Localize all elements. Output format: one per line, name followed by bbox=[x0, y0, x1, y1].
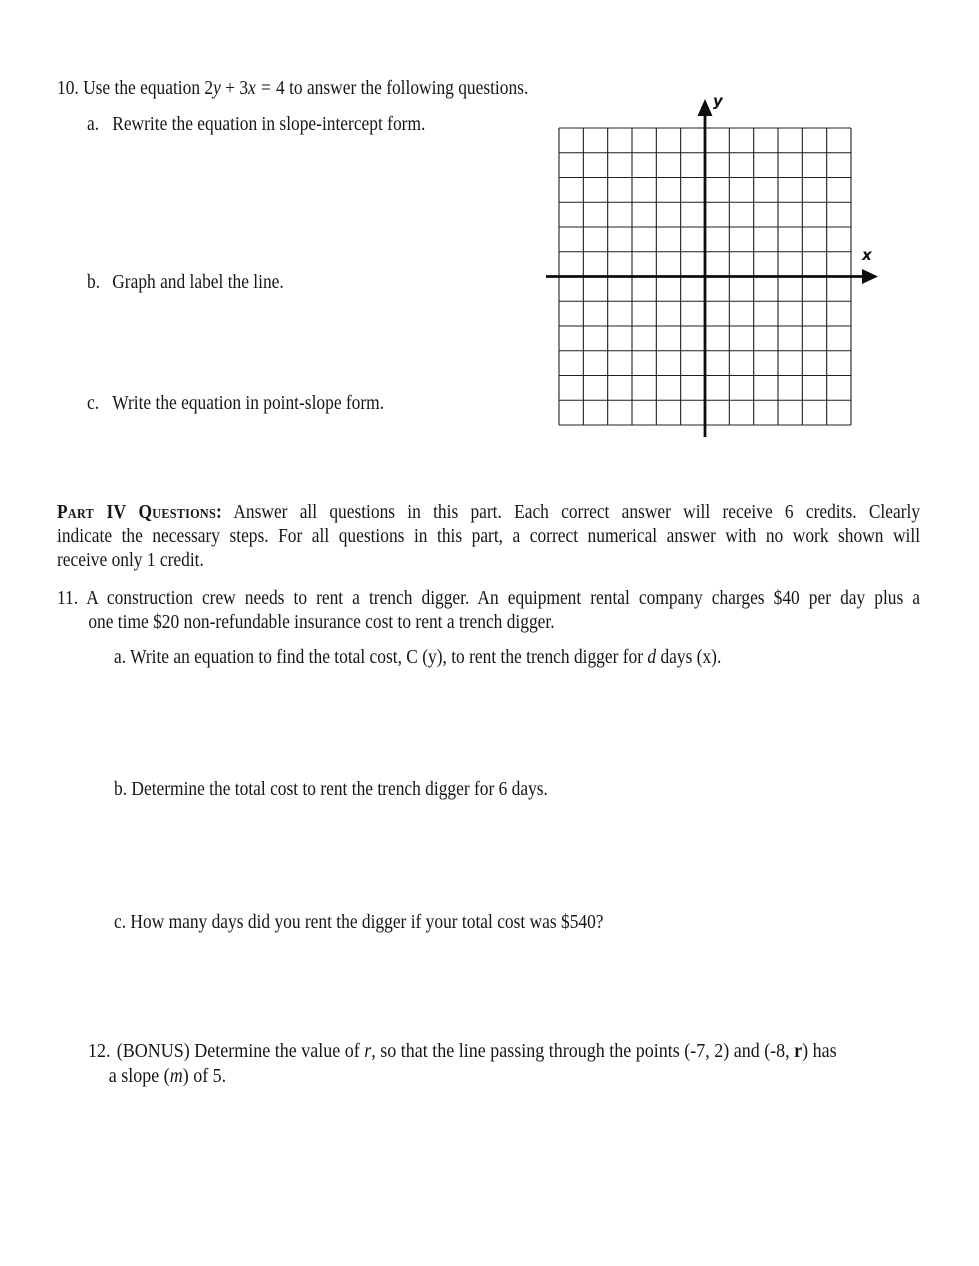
q12-line1-p1: (BONUS) Determine the value of bbox=[116, 1040, 365, 1062]
eq-plus: + bbox=[225, 77, 235, 99]
x-axis-label: x bbox=[862, 246, 872, 264]
y-axis-arrow-icon bbox=[698, 99, 713, 116]
q10-number: 10. bbox=[57, 77, 79, 99]
q10-item-b bbox=[87, 270, 284, 294]
q12-var-r-bold: r bbox=[794, 1040, 803, 1062]
eq-coef-2: 2 bbox=[204, 77, 214, 99]
q10-item-a-label: a. bbox=[87, 113, 100, 135]
eq-var-x: x bbox=[248, 77, 256, 99]
q12-line1 bbox=[88, 1039, 837, 1064]
coordinate-grid bbox=[540, 85, 885, 450]
q11-item-a-var-d: d bbox=[647, 646, 657, 668]
q12-line1-p2: , so that the line passing through the points (-7, 2) and (-8, bbox=[371, 1040, 795, 1062]
q12-var-r-italic: r bbox=[364, 1040, 372, 1062]
part4-directions bbox=[57, 500, 920, 572]
part4-line2: indicate the necessary steps. For all questions in this part, a correct numerical answer with no work shown will bbox=[57, 525, 921, 547]
q11-line1-text: A construction crew needs to rent a trench digger. An equipment rental company charges $40 per day plus a bbox=[86, 587, 921, 609]
q10-intro-pre: Use the equation bbox=[83, 77, 201, 99]
q11-item-a-pre: a. Write an equation to find the total cost, C (y), to rent the trench digger for bbox=[114, 646, 648, 668]
y-axis-label: y bbox=[713, 92, 723, 110]
part4-heading: Part IV Questions: bbox=[57, 501, 223, 523]
q10-item-c bbox=[87, 391, 384, 415]
part4-line3: receive only 1 credit. bbox=[57, 549, 204, 571]
part4-line1 bbox=[57, 500, 920, 524]
q11-intro bbox=[57, 586, 920, 634]
q10-item-b-text: Graph and label the line. bbox=[112, 271, 284, 293]
q12-line2-p1: a slope ( bbox=[108, 1065, 170, 1087]
eq-const-4: 4 bbox=[276, 77, 285, 99]
q12-line2 bbox=[88, 1064, 837, 1089]
q10-item-c-text: Write the equation in point-slope form. bbox=[112, 392, 385, 414]
q11-line1 bbox=[57, 586, 920, 610]
q11-item-a-post: days (x). bbox=[656, 646, 722, 668]
part4-line1-text: Answer all questions in this part. Each correct answer will receive 6 credits. Clearly bbox=[233, 501, 921, 523]
q12-line2-p2: ) of 5. bbox=[182, 1065, 227, 1087]
q11-item-b: b. Determine the total cost to rent the trench digger for 6 days. bbox=[114, 778, 548, 800]
q10-equation bbox=[204, 77, 284, 99]
q12-var-m-italic: m bbox=[169, 1065, 183, 1087]
q11-item-a bbox=[114, 645, 721, 669]
eq-coef-3: 3 bbox=[239, 77, 249, 99]
q12-number: 12. bbox=[88, 1040, 111, 1062]
q10-intro-post: to answer the following questions. bbox=[289, 77, 529, 99]
q10-item-b-label: b. bbox=[87, 271, 101, 293]
q12-line1-p3: ) has bbox=[802, 1040, 837, 1062]
q12 bbox=[88, 1039, 837, 1089]
q10-item-a bbox=[87, 112, 425, 136]
eq-var-y: y bbox=[213, 77, 221, 99]
q10-item-a-text: Rewrite the equation in slope-intercept form. bbox=[112, 113, 426, 135]
eq-equals: = bbox=[260, 77, 271, 99]
q11-number: 11. bbox=[57, 587, 79, 609]
q10-item-c-label: c. bbox=[87, 392, 100, 414]
q10-intro bbox=[57, 76, 528, 100]
q11-item-c: c. How many days did you rent the digger if your total cost was $540? bbox=[114, 911, 604, 933]
q11-line2: one time $20 non-refundable insurance cost to rent a trench digger. bbox=[88, 611, 555, 633]
x-axis-arrow-icon bbox=[862, 269, 878, 284]
